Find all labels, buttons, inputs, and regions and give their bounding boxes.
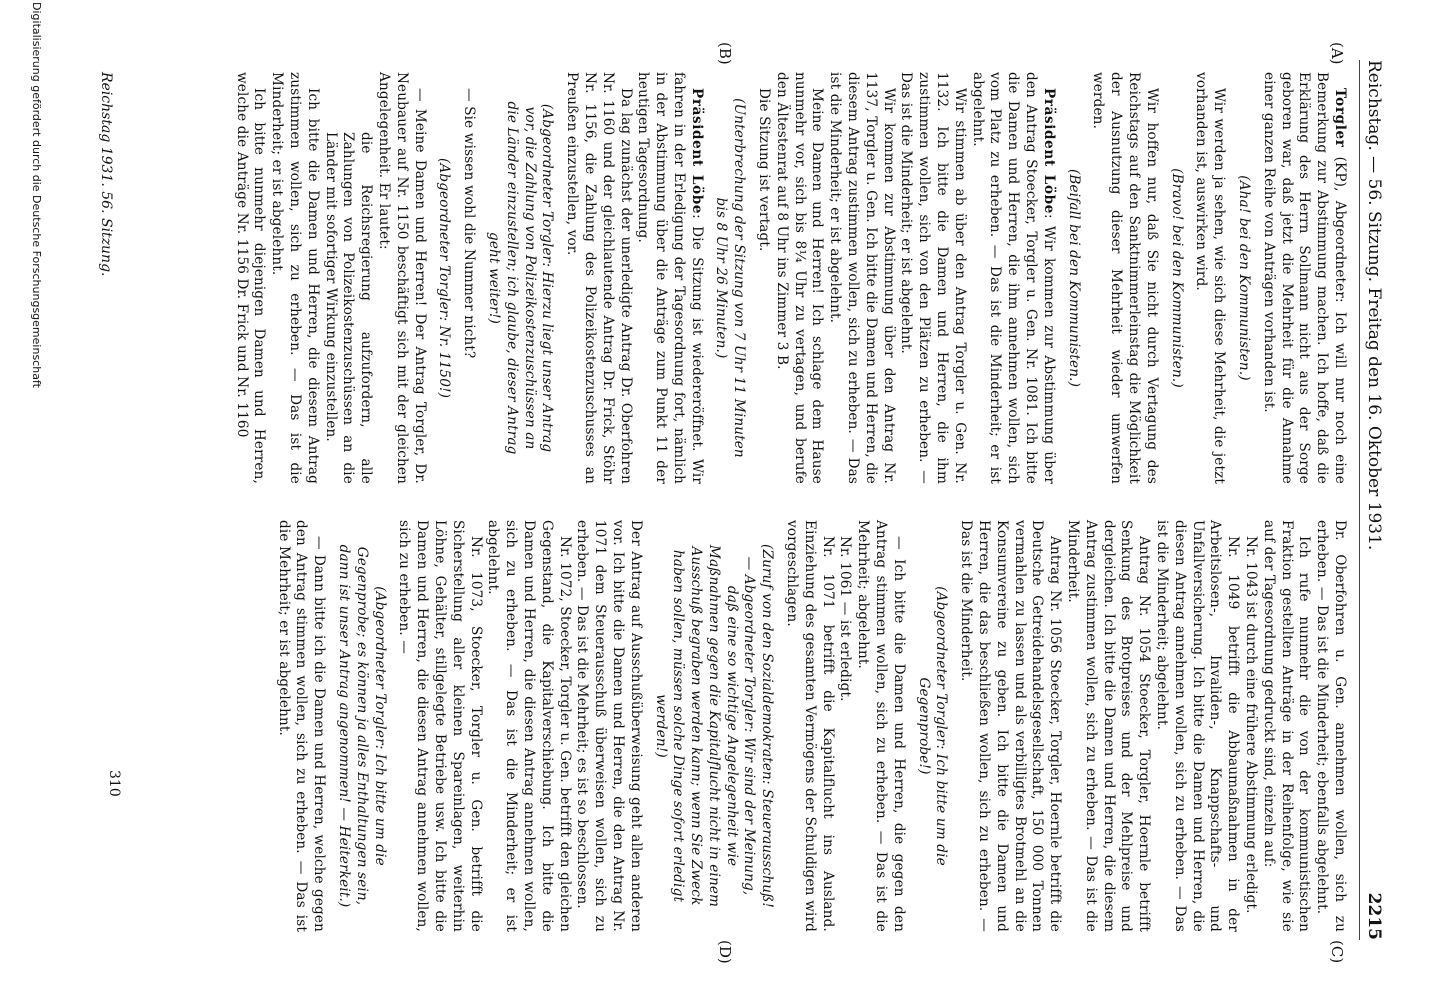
paragraph xyxy=(836,520,854,932)
paragraph-text: (KP), Abgeordneter: Ich will nur noch eine Bemerkung zur Abstimmung machen. Ich hoffe, daß die Erklärung des Herrn Sollmann nicht aus der Sorge geboren war, daß jetzt die Mehrheit für die Annahme einer ganzen Reihe von Anträgen vorhanden ist. xyxy=(1260,72,1348,484)
paragraph-text: (Beifall bei den Kommunisten.) xyxy=(1065,168,1082,388)
paragraph-text: Dr. Oberfohren u. Gen. annehmen wollen, sich zu erheben. — Das ist die Minderheit; ebenfalls abgelehnt. xyxy=(1314,520,1348,932)
paragraph xyxy=(1152,520,1241,932)
running-header xyxy=(1358,60,1384,940)
digitization-text: Digitalisierung gefördert durch die Deutsche Forschungsgemeinschaft xyxy=(30,2,43,388)
speaker-name: Präsident Löbe xyxy=(1040,88,1057,214)
paragraph xyxy=(232,72,268,484)
paragraph-text: Nr. 1073, Stoecker, Torgler u. Gen. betrifft die Sicherstellung aller kleinen Spareinlagen, weiterhin Löhne, Gehälter, stillgelegte Betriebe usw. Ich bitte die Damen und Herren, die diesen Antrag annehmen wollen, sich zu erheben. — xyxy=(396,520,484,932)
paragraph xyxy=(1192,72,1228,484)
paragraph xyxy=(754,72,772,484)
left-column xyxy=(232,72,1348,484)
digitization-note xyxy=(26,0,46,1000)
margin-mark-a: (A) xyxy=(1328,42,1346,65)
margin-mark-d: (D) xyxy=(716,940,734,964)
interjection xyxy=(484,94,555,462)
interjection xyxy=(651,542,776,910)
paragraph-text: (Abgeordneter Torgler: Hierzu liegt unser Antrag vor, die Zahlung von Polizeikostenzuschüssen an die Länder einzustellen; ich glaube, dieser Antrag geht weiter!) xyxy=(485,101,556,455)
interjection xyxy=(712,94,748,462)
header-title: Reichstag. — 56. Sitzung. Freitag den 16. Oktober 1931. xyxy=(1364,60,1384,551)
paragraph xyxy=(267,72,320,484)
paragraph-text: Nr. 1049 betrifft die Abbaumaßnahmen in der Arbeitslosen-, Invaliden-, Knappschafts- und Unfallversicherung. Ich bitte die Damen und Herren, die diesen Antrag annehmen wollen, sich zu erheben. — Das ist die Minderheit; abgelehnt. xyxy=(1154,520,1242,932)
margin-mark-b: (B) xyxy=(716,42,734,65)
footer-page-number: 310 xyxy=(106,770,122,797)
paragraph-text: Die Sitzung ist vertagt. xyxy=(756,88,773,252)
paragraph xyxy=(897,72,968,484)
paragraph-text: Nr. 1061 — ist erledigt. xyxy=(837,536,854,702)
paragraph-text: Der Antrag auf Ausschußüberweisung geht allen anderen vor. Ich bitte die Damen und Herren, die den Antrag Nr. 1071 dem Steuerausschuß überweisen wollen, sich zu erheben. — Das ist die Mehrheit; es ist so beschlossen. xyxy=(574,520,644,932)
paragraph xyxy=(1259,520,1312,932)
paragraph-text: (Abgeordneter Torgler: Ich bitte um die Gegenprobe!) xyxy=(915,586,950,866)
paragraph xyxy=(274,520,327,932)
paragraph xyxy=(1089,72,1160,484)
paragraph-text: die Reichsregierung aufzufordern, alle Zahlungen von Polizeikostenzuschüssen an die Länder mit sofortiger Wirkung einzustellen. xyxy=(322,132,375,484)
quoted-motion xyxy=(321,132,374,484)
paragraph xyxy=(825,72,896,484)
paragraph xyxy=(1259,72,1348,484)
paragraph xyxy=(968,72,1057,484)
right-column xyxy=(274,520,1348,932)
paragraph xyxy=(1241,520,1259,932)
paragraph xyxy=(1063,520,1152,932)
paragraph-text: Ich bitte nunmehr diejenigen Damen und Herren, welche die Anträge Nr. 1156 Dr. Frick und Nr. 1160 xyxy=(233,72,268,484)
paragraph-text: (Bravo! bei den Kommunisten.) xyxy=(1168,168,1185,388)
paragraph-text: Ich bitte die Damen und Herren, die diesem Antrag zustimmen wollen, sich zu erheben. — Das ist die Minderheit; er ist abgelehnt. xyxy=(269,72,321,484)
paragraph xyxy=(634,72,705,484)
interjection xyxy=(435,94,453,462)
paragraph-text: Wir hoffen nur, daß Sie nicht durch Vertagung des Reichstags auf den Sanktnimmerleinstag die Möglichkeit der Ausnutzung dieser Mehrheit wieder umwerfen werden. xyxy=(1090,72,1160,484)
header-rule xyxy=(1359,60,1360,940)
paragraph-text: Nr. 1072, Stoecker, Torgler u. Gen. betrifft den gleichen Gegenstand, die Kapitalverschiebung. Ich bitte die Damen und Herren, die diesen Antrag annehmen wollen, sich zu erheben. — Das ist die Minderheit; er ist abgelehnt. xyxy=(485,520,573,932)
paragraph-text: — Ich bitte die Damen und Herren, die gegen den Antrag stimmen wollen, sich zu erheben. — Das ist die Mehrheit; abgelehnt. xyxy=(855,520,907,932)
paragraph-text: Meine Damen und Herren! Ich schlage dem Hause nunmehr vor, sich bis 8¼ Uhr zu vertagen, und berufe den Ältestenrat auf 8 Uhr ins Zimmer 3 B. xyxy=(773,72,826,484)
paragraph-text: Wir stimmen ab über den Antrag Torgler u. Gen. Nr. 1132. Ich bitte die Damen und Herren, die ihm zustimmen wollen, sich von den Plätzen zu erheben. — Das ist die Minderheit; er ist abgelehnt. xyxy=(898,72,968,484)
paragraph-text: Nr. 1071 betrifft die Kapitalflucht ins Ausland. Einziehung des gesamten Vermögens der Schuldigen wird vorgeschlagen. xyxy=(784,520,836,932)
paragraph-text: (Abgeordneter Torgler: Nr. 1150!) xyxy=(436,157,453,399)
paragraph xyxy=(1312,520,1348,932)
speaker-name: Torgler xyxy=(1332,88,1348,148)
paragraph-text: : Wir kommen zur Abstimmung über den Antrag Stoecker, Torgler u. Gen. Nr. 1081. Ich bitte die Damen und Herren, die ihm annehmen wollen, sich vom Platz zu erheben. — Das ist die Minderheit; er ist abgelehnt. xyxy=(969,72,1057,484)
paragraph-text: Wir kommen zur Abstimmung über den Antrag Nr. 1137, Torgler u. Gen. Ich bitte die Damen und Herren, die diesem Antrag zustimmen wollen, sich zu erheben. — Das ist die Minderheit; er ist abgelehnt. xyxy=(827,72,897,484)
paragraph xyxy=(395,520,484,932)
footer-session: Reichstag 1931. 56. Sitzung. xyxy=(98,72,114,277)
header-page-number: 2215 xyxy=(1364,892,1384,940)
paragraph xyxy=(484,520,573,932)
paragraph-text: — Meine Damen und Herren! Der Antrag Torgler, Dr. Neubauer auf Nr. 1150 beschäftigt sich mit der gleichen Angelegenheit. Er lautet: xyxy=(375,72,428,484)
paragraph-text: Ich rufe nunmehr die von der kommunistischen Fraktion gestellten Anträge in der Reihenfolge, wie sie auf der Tagesordnung gedruckt sind, einzeln auf: xyxy=(1260,520,1313,932)
paragraph xyxy=(853,520,906,932)
interjection xyxy=(334,542,387,910)
paragraph-text: (Unterbrechung der Sitzung von 7 Uhr 11 Minuten bis 8 Uhr 26 Minuten.) xyxy=(713,98,748,458)
interjection xyxy=(1064,94,1082,462)
paragraph-text: Antrag Nr. 1056 Stoecker, Torgler, Hoernle betrifft die Deutsche Getreidehandelsgesellschaft, 150 000 Tonnen vermahlen zu lassen und als verbilligtes Brotmehl an die Konsumvereine zu geben. Ich bitte die Damen und Herren, die das beschließen wollen, sich zu erheben. — Das ist die Minderheit. xyxy=(958,520,1064,932)
paragraph xyxy=(956,520,1063,932)
paragraph-text: (Zuruf von den Sozialdemokraten: Steuerausschuß! — Abgeordneter Torgler: Wir sind der Meinung, daß eine so wichtige Angelegenheit wie Maßnahmen gegen die Kapitalflucht nicht in einem Ausschuß begraben werden kann; wenn Sie Zweck haben sollen, müssen solche Dinge sofort erledigt werden!) xyxy=(652,544,776,908)
paragraph xyxy=(459,72,477,484)
speaker-name: Präsident Löbe xyxy=(688,88,705,215)
interjection xyxy=(1167,94,1185,462)
paragraph-text: Nr. 1043 ist durch eine frühere Abstimmung erledigt. xyxy=(1243,536,1260,914)
paragraph-text: — Sie wissen wohl die Nummer nicht? xyxy=(461,88,478,359)
paragraph xyxy=(573,520,644,932)
paragraph-text: Da lag zunächst der unerledigte Antrag Dr. Oberfohren Nr. 1160 und der gleichlautende Antrag Dr. Frick, Stöhr Nr. 1156, die Zahlung des Polizeikostenzuschusses an Preußen einzustellen, vor. xyxy=(564,72,634,484)
margin-mark-c: (C) xyxy=(1328,940,1346,964)
interjection xyxy=(1234,94,1252,462)
paragraph xyxy=(562,72,633,484)
paragraph-text: — Dann bitte ich die Damen und Herren, welche gegen den Antrag stimmen wollen, sich zu erheben. — Das ist die Mehrheit; er ist abgelehnt. xyxy=(275,520,328,932)
paragraph-text: Wir werden ja sehen, wie sich diese Mehrheit, die jetzt vorhanden ist, auswirken wird. xyxy=(1193,72,1228,484)
paragraph xyxy=(374,72,427,484)
paragraph-text: Antrag Nr. 1054 Stoecker, Torgler, Hoernle betrifft Senkung des Brotpreises und der Mehlpreise und dergleichen. Ich bitte die Damen und Herren, die diesem Antrag zustimmen wollen, sich zu erheben. — Das ist die Minderheit. xyxy=(1065,520,1153,932)
paragraph-text: (Aha! bei den Kommunisten.) xyxy=(1236,175,1253,381)
paragraph xyxy=(782,520,835,932)
paragraph-text: (Abgeordneter Torgler: Ich bitte um die Gegenprobe; es können ja alles Enthaltungen sein, dann ist unser Antrag angenommen! — Heiterkeit.) xyxy=(335,544,388,908)
interjection xyxy=(914,542,950,910)
paragraph-text: : Die Sitzung ist wiedereröffnet. Wir fahren in der Erledigung der Tagesordnung fort, nämlich in der Abstimmung über die Anträge zum Punkt 11 der heutigen Tagesordnung. xyxy=(635,72,705,484)
paragraph xyxy=(772,72,825,484)
